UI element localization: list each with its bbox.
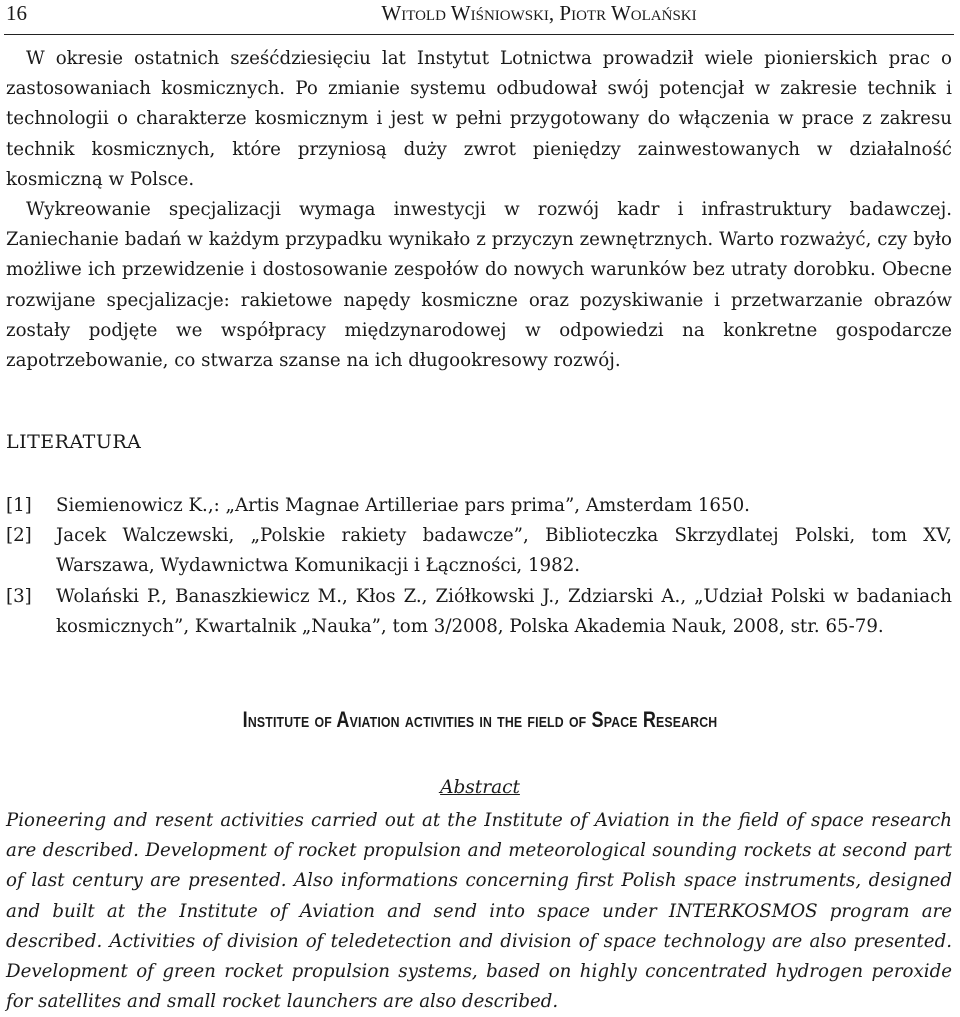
reference-number: [2] [6,525,32,547]
page-header [4,0,954,35]
body-paragraph: W okresie ostatnich sześćdziesięciu lat Instytut Lotnictwa prowadził wiele pionierskich prac o zastosowaniach kosmicznych. Po zmianie systemu odbudował swój potencjał w zakresie technik i technologii o charakterze kosmicznym i jest w pełni przygotowany do włączenia w prace z zakresu technik kosmicznych, które przyniosą duży zwrot pieniędzy zainwestowanych w działalność kosmiczną w Polsce. [6,48,952,190]
reference-item [6,521,952,581]
reference-item [6,582,952,642]
reference-list [6,491,952,642]
reference-number: [3] [6,585,32,607]
english-title: Institute of Aviation activities in the field of Space Research [242,707,718,732]
abstract-text: Pioneering and resent activities carried out at the Institute of Aviation in the field of space research are described. Development of rocket propulsion and meteorological sounding rockets at second part of last century are presented. Also informations concerning first Polish space instruments, designed and built at the Institute of Aviation and send into space under INTERKOSMOS program are described. Activities of division of teledetection and division of space technology are also presented. Development of green rocket propulsion systems, based on highly concentrated hydrogen peroxide for satellites and small rocket launchers are also described. [6,810,952,1013]
reference-text: Jacek Walczewski, „Polskie rakiety badawcze”, Biblioteczka Skrzydlatej Polski, tom XV, Warszawa, Wydawnictwa Komunikacji i Łączności, 1982. [56,525,952,577]
abstract-heading: Abstract [440,777,520,798]
body-paragraph: Wykreowanie specjalizacji wymaga inwestycji w rozwój kadr i infrastruktury badawczej. Zaniechanie badań w każdym przypadku wynikało z przyczyn zewnętrznych. Warto rozważyć, czy było możliwe ich przewidzenie i dostosowanie zespołów do nowych warunków bez utraty dorobku. Obecne rozwijane specjalizacje: rakietowe napędy kosmiczne oraz pozyskiwanie i przetwarzanie obrazów zostały podjęte we współpracy międzynarodowej w odpowiedzi na konkretne gospodarcze zapotrzebowanie, co stwarza szanse na ich długookresowy rozwój. [6,199,952,372]
page-number: 16 [6,1,27,25]
reference-number: [1] [6,495,32,516]
running-head-authors: Witold Wiśniowski, Piotr Wolański [381,1,697,25]
reference-text: Wolański P., Banaszkiewicz M., Kłos Z., Ziółkowski J., Zdziarski A., „Udział Polski w badaniach kosmicznych”, Kwartalnik „Nauka”, tom 3/2008, Polska Akademia Nauk, 2008, str. 65-79. [56,585,952,637]
literature-heading: LITERATURA [6,431,142,453]
body-text [6,44,952,376]
reference-text: Siemienowicz K.,: „Artis Magnae Artilleriae pars prima”, Amsterdam 1650. [56,495,750,516]
reference-item [6,491,952,521]
